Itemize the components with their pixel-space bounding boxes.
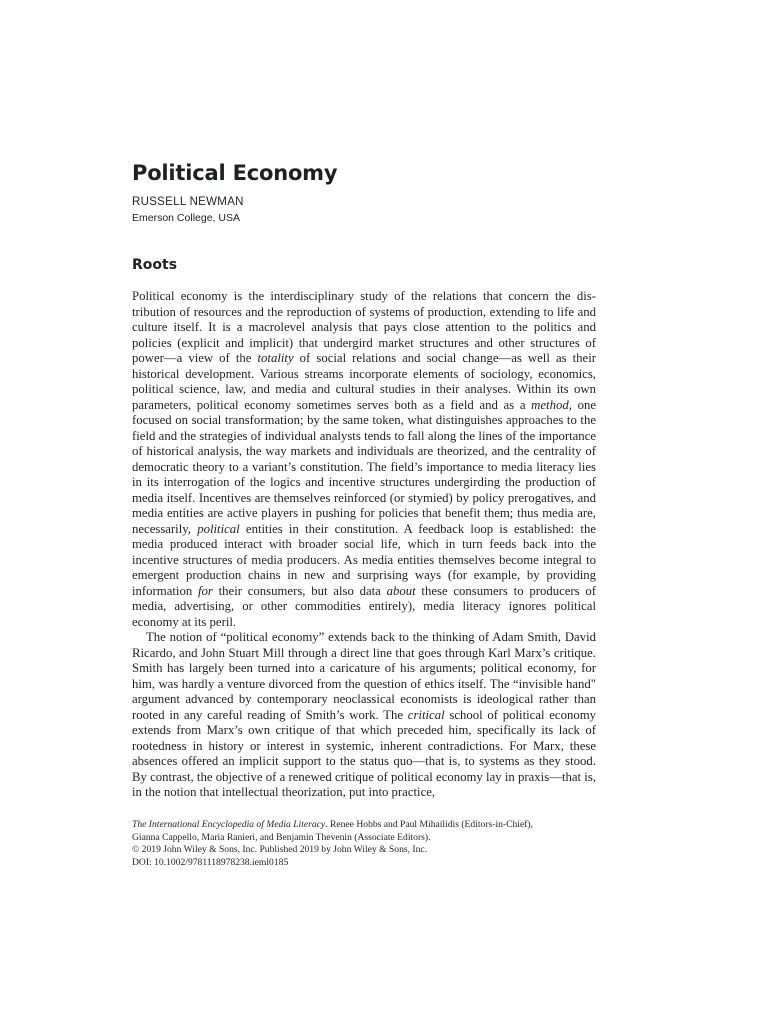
paragraph-1-text-i: their consumers, but also data [212, 583, 387, 598]
paragraph-2-text-a: The notion of “political economy” extends back to the thinking of Adam Smith, David Ricardo, and John Stuart Mill through a direct line that goes through Karl Marx’s critique. Smith has largely been turned into a caricature of his arguments; political economy, for him, was hardly a venture divorced from the question of ethics itself. The “invisible hand" argument advanced by contemporary neoclassical economists is ideological rather than rooted in any careful reading of Smith’s work. The [132, 630, 596, 722]
article-body [132, 289, 596, 801]
citation-footer [132, 819, 602, 869]
paragraph-1-text-g: entities in their constitution. A feedback loop is established: the media produced interact with broader social life, which in turn feeds back into the incentive structures of media producers. As media entities themselves become integral to emergent production chains in new and surprising ways (for example, by providing information [132, 521, 596, 598]
citation-line-1 [132, 819, 602, 832]
editors-in-chief: . Renee Hobbs and Paul Mihailidis (Editors-in-Chief), [325, 819, 534, 830]
doi-line: DOI: 10.1002/9781118978238.ieml0185 [132, 856, 289, 868]
section-heading: Roots [132, 257, 178, 273]
paragraph-1-text-a: Political economy is the interdisciplinary study of the relations that concern the distribution of resources and the reproduction of systems of production, extending to life and culture itself. It is a macrolevel analysis that pays close attention to the politics and policies (explicit and implicit) that undergird market structures and other structures of power—a view of the [132, 289, 596, 365]
paragraph-1-text-k: these consumers to producers of media, advertising, or other commodities entirely), media literacy ignores political economy at its peril. [132, 583, 596, 629]
emphasis-method: method, [531, 397, 572, 412]
paragraph-1 [132, 289, 596, 630]
emphasis-political: political [197, 521, 240, 536]
author-affiliation: Emerson College, USA [132, 212, 240, 224]
copyright-line: © 2019 John Wiley & Sons, Inc. Published 2019 by John Wiley & Sons, Inc. [132, 844, 428, 856]
emphasis-for: for [197, 583, 213, 598]
article-title: Political Economy [132, 161, 338, 185]
author-name: RUSSELL NEWMAN [132, 196, 244, 208]
emphasis-totality: totality [257, 351, 294, 365]
paragraph-1-text-c: of social relations and social change—as well as their historical development. Various streams incorporate elements of sociology, economics, political science, law, and media and cultural studies in their analyses. Within its own parameters, political economy sometimes serves both as a field and as a [132, 351, 596, 412]
book-title: The International Encyclopedia of Media Literacy [132, 819, 326, 830]
paragraph-2 [132, 630, 596, 801]
emphasis-about: about [386, 583, 416, 598]
paragraph-1-text-e: one focused on social transformation; by the same token, what distinguishes approaches to the field and the strategies of individual analysts tends to fall along the lines of the importance of historical analysis, the way markets and individuals are theorized, and the centrality of democratic theory to a variant’s constitution. The field’s importance to media literacy lies in its interrogation of the logics and incentive structures undergirding the production of media itself. Incentives are themselves reinforced (or stymied) by policy prerogatives, and media entities are active players in pushing for policies that benefit them; thus media are, necessarily, [132, 397, 596, 536]
emphasis-critical: critical [407, 707, 445, 722]
paragraph-2-text-c: school of political economy extends from Marx’s own critique of that which preceded him, specifically its lack of rootedness in history or interest in systemic, inherent contradictions. For Marx, these absences offered an implicit support to the status quo—that is, to systems as they stood. By contrast, the objective of a renewed critique of political economy lay in praxis—that is, in the notion that intellectual theorization, put into practice, [132, 707, 597, 799]
citation-line-2: Gianna Cappello, Maria Ranieri, and Benjamin Thevenin (Associate Editors). [132, 831, 431, 843]
